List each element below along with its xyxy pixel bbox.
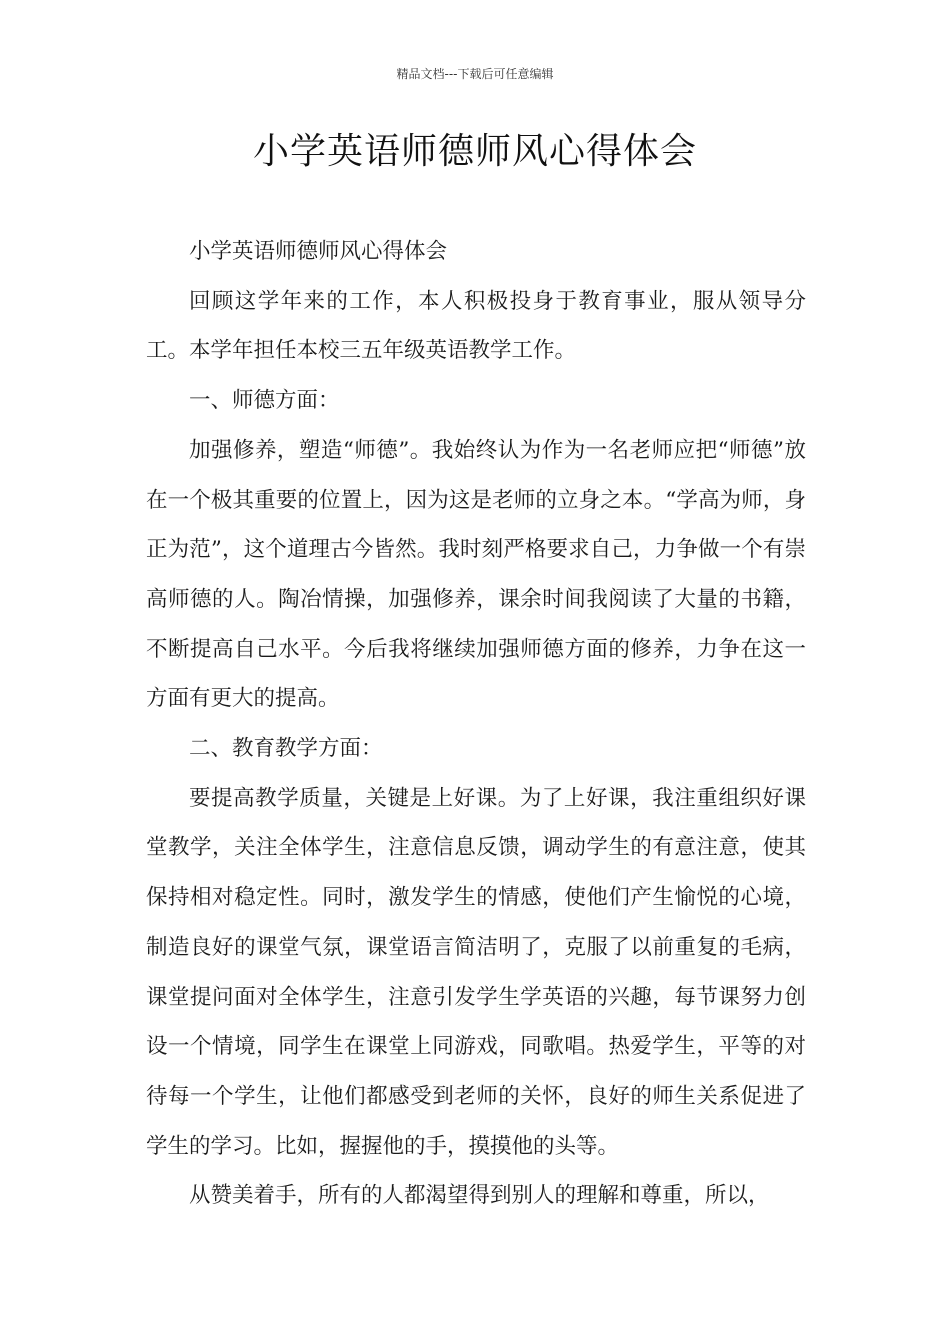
paragraph-intro: 回顾这学年来的工作，本人积极投身于教育事业，服从领导分工。本学年担任本校三五年级英语教学工作。 [146, 288, 806, 364]
page-header: 精品文档---下载后可任意编辑 [396, 67, 554, 81]
paragraph-subtitle: 小学英语师德师风心得体会 [189, 239, 448, 264]
paragraph-teaching: 要提高教学质量，关键是上好课。为了上好课，我注重组织好课堂教学，关注全体学生，注意信息反馈，调动学生的有意注意，使其保持相对稳定性。同时，激发学生的情感，使他们产生愉悦的心境，制造良好的课堂气氛，课堂语言简洁明了，克服了以前重复的毛病，课堂提问面对全体学生，注意引发学生学英语的兴趣，每节课努力创设一个情境，同学生在课堂上同游戏，同歌唱。热爱学生，平等的对待每一个学生，让他们都感受到老师的关怀，良好的师生关系促进了学生的学习。比如，握握他的手，摸摸他的头等。 [146, 785, 806, 1159]
document-title: 小学英语师德师风心得体会 [252, 131, 697, 172]
paragraph-ethics: 加强修养，塑造“师德”。我始终认为作为一名老师应把“师德”放在一个极其重要的位置上，因为这是老师的立身之本。“学高为师，身正为范”，这个道理古今皆然。我时刻严格要求自己，力争做一个有崇高师德的人。陶冶情操，加强修养，课余时间我阅读了大量的书籍，不断提高自己水平。今后我将继续加强师德方面的修养，力争在这一方面有更大的提高。 [146, 437, 806, 712]
section-heading-teaching: 二、教育教学方面： [189, 736, 383, 762]
document-body [146, 227, 806, 1221]
section-heading-ethics: 一、师德方面： [189, 388, 340, 414]
paragraph-praise: 从赞美着手，所有的人都渴望得到别人的理解和尊重，所以， [189, 1183, 770, 1209]
